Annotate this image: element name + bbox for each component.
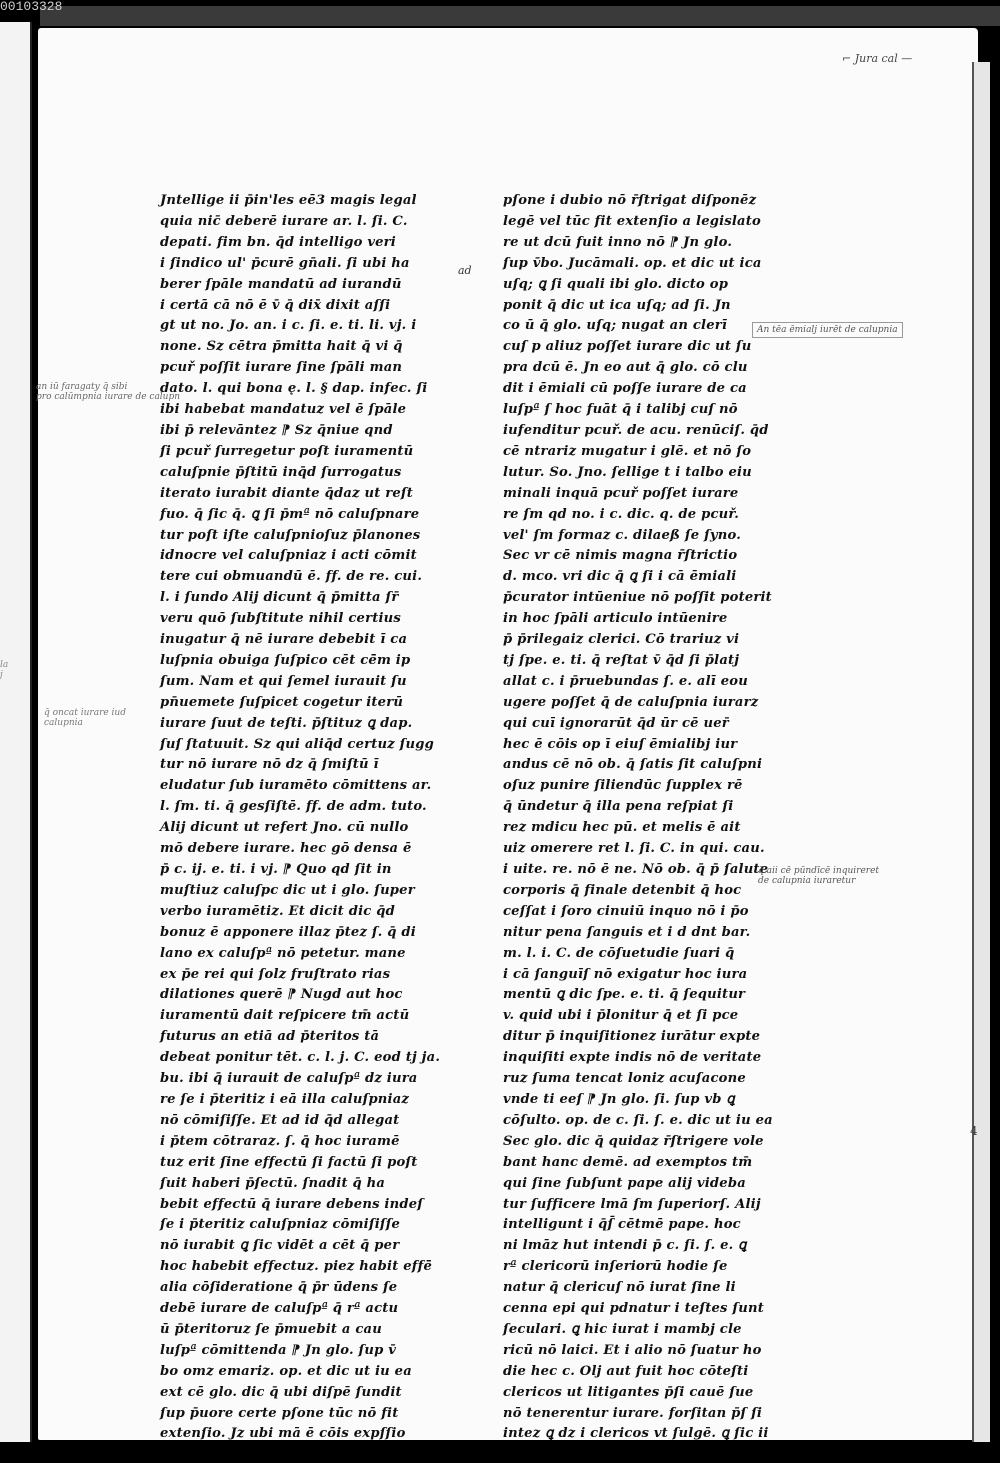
text-line: muſtiuz caluſpc dic ut i glo. ſuper — [160, 881, 415, 898]
text-line: none. Sz cētra p̄mitta hait q̄ vi q̄ — [160, 338, 403, 355]
text-line: rez mdicu hec pū. et melis ē ait — [503, 819, 741, 836]
text-line: ditur p̄ inquiſitionez iurātur expte — [503, 1028, 761, 1045]
text-line: Sec vr cē nimis magna r̄ſtrictio — [503, 547, 738, 564]
text-line: vnde ti eeſ ⁋ Jn glo. ſi. ſup vb ꝗ — [503, 1090, 735, 1107]
text-line: re ſm qd no. i c. dic. q. de pcuř. — [503, 505, 740, 522]
text-line: cenna epi qui pdnatur i teſtes ſunt — [503, 1300, 764, 1317]
text-line: mentū ꝗ dic ſpe. e. ti. q̄ ſequitur — [503, 986, 746, 1003]
text-line: caluſpnie p̄ſtitū inq̄d ſurrogatus — [160, 463, 402, 480]
text-line: qui ſine ſubſunt pape alij videba — [503, 1174, 746, 1191]
text-line: nō cōmiſiſſe. Et ad id q̄d allegat — [160, 1111, 400, 1128]
text-line: minali inquā pcuř poſſet iurare — [503, 484, 739, 501]
text-line: eludatur ſub iuramēto cōmittens ar. — [160, 777, 432, 794]
text-line: natur q̄ clericuſ nō iurat ſine li — [503, 1279, 736, 1296]
text-line: futurus an etiā ad p̄teritos tā — [160, 1028, 380, 1045]
text-line: ibi habebat mandatuz vel ē ſpāle — [160, 401, 407, 418]
text-line: Alij dicunt ut refert Jno. cū nullo — [160, 819, 409, 836]
text-line: cuſ p aliuz poſſet iurare dic ut ſu — [503, 338, 752, 355]
text-line: andus cē nō ob. q̄ ſatis ſit caluſpni — [503, 756, 763, 773]
text-line: tur nō iurare nō dz q̄ ſmiſtū ī — [160, 756, 379, 773]
margin-note-line: q̄ oncat iurare iud — [44, 708, 126, 718]
text-line: vel' ſm formaz c. dilaeß ſe ſyno. — [503, 526, 741, 543]
text-line: legē vel tūc fit extenſio a legislato — [503, 212, 761, 229]
text-line: mō debere iurare. hec gō densa ē — [160, 840, 412, 857]
text-line: iterato iurabit diante q̄daz ut reſt — [160, 484, 413, 501]
margin-note-line: de calupnia iuraretur — [758, 876, 856, 886]
text-line: pn̄uemete ſuſpicet cogetur iterū — [160, 693, 404, 710]
text-line: hoc habebit effectuz. piez habit effē̄ — [160, 1258, 432, 1275]
text-line: bant hanc demē. ad exemptos tm̄ — [503, 1153, 753, 1170]
text-line: luſpª ſ hoc fuāt q̄ i talibj cuſ nō — [503, 401, 738, 418]
text-line: cē ntrariz mugatur i glē. et nō ſo — [503, 442, 752, 459]
text-line: alia cōſideratione q̄ p̄r ūdens ſe — [160, 1279, 398, 1296]
text-line: ceſſat i ſoro cinuiū inquo nō i p̄o — [503, 902, 749, 919]
text-line: re ſe i p̄teritiz i eā illa caluſpniaz — [160, 1090, 410, 1107]
text-line: ſup p̄uore certe pſone tūc nō fit — [160, 1404, 399, 1421]
margin-note-line: pro calūmpnia iurare de calupn — [36, 392, 181, 402]
text-line: ponit q̄ dic ut ica uſq; ad ſi. Jn — [503, 296, 731, 313]
text-line: inquiſiti expte indis nō de veritate — [503, 1049, 762, 1066]
margin-note-left-top — [36, 382, 180, 402]
text-line: p̄curator intūeniue nō poſſit poterit — [503, 589, 772, 606]
text-line: bonuz ē apponere illaz p̄tez ſ. q̄ di — [160, 923, 416, 940]
text-line: extenſio. Jz ubi mā ē cōis expſſio — [160, 1425, 406, 1442]
text-line: m. l. i. C. de cōſuetudie ſuari q̄ — [503, 944, 735, 961]
text-line: ſeculari. ꝗ hic iurat i mambj cle — [503, 1320, 742, 1337]
text-line: fuo. q̄ ſic q̄. ꝗ ſi p̄mª nō caluſpnare — [160, 505, 420, 522]
text-line: ext cē glo. dic q̄ ubi diſpē ſundit — [160, 1383, 402, 1400]
text-line: idnocre vel caluſpniaz i acti cōmit — [160, 547, 417, 564]
right-column — [503, 190, 778, 1444]
text-line: quia nic̄ deberē iurare ar. l. ſi. C. — [160, 212, 408, 229]
text-line: ſum. Nam et qui ſemel iurauit ſu — [160, 672, 407, 689]
text-line: ſup v̄bo. Jucāmali. op. et dic ut ica — [503, 254, 762, 271]
margin-note-right-bottom — [758, 866, 879, 886]
text-line: dilationes querē ⁋ Nugd aut hoc — [160, 986, 403, 1003]
text-line: q̄ ūndetur q̄ illa pena reſpiat ſi — [503, 798, 734, 815]
text-line: i p̄tem cōtraraz. ſ. q̄ hoc iuramē — [160, 1132, 400, 1149]
text-line: debeat ponitur tēt. c. l. j. C. eod tj ja. — [160, 1049, 441, 1066]
text-line: bu. ibi q̄ iurauit de caluſpª dz iura — [160, 1070, 418, 1087]
text-line: tur poſt iſte caluſpnioſuz p̄lanones — [160, 526, 421, 543]
text-line: iufenditur pcuř. de acu. renūciſ. q̄d — [503, 421, 769, 438]
text-line: re ut dcū fuit inno nō ⁋ Jn glo. — [503, 233, 733, 250]
text-line: die hec c. Olj aut fuit hoc cōteſti — [503, 1362, 749, 1379]
text-line: inugatur q̄ nē iurare debebit ī ca — [160, 631, 408, 648]
text-line: dato. l. qui bona ę. l. § dap. infec. ſi — [160, 380, 428, 397]
text-line: luſpnia obuiga ſuſpico cēt cē̄m ip — [160, 651, 411, 668]
text-line: ricū nō laici. Et i alio nō ſuatur ho — [503, 1341, 762, 1358]
text-line: ū p̄teritoruz ſe p̄muebit a cau — [160, 1320, 382, 1337]
page-stack-edge — [972, 62, 990, 1442]
text-line: l. i ſundo Alij dicunt q̄ p̄mitta ſr̄ — [160, 589, 399, 606]
text-line: tere cui obmuandū ē. ff. de re. cui. — [160, 568, 423, 585]
text-line: allat c. i p̄ruebundas ſ. e. alī eou — [503, 672, 748, 689]
text-line: berer ſpāle mandatū ad iurandū — [160, 275, 402, 292]
text-line: ibi p̄ relevāntez ⁋ Sz q̄niue qnd — [160, 421, 393, 438]
margin-note-left-edge — [0, 660, 8, 680]
text-line: oſuz punire ſiliendūc ſupplex rē — [503, 777, 743, 794]
text-line: ſe i p̄teritiz caluſpniaz cōmiſiſſe — [160, 1216, 401, 1233]
previous-leaf-edge — [0, 22, 32, 1442]
text-line: i cā ſanguīſ nō exigatur hoc iura — [503, 965, 748, 982]
text-line: dit i ēmiali cū poſſe iurare de ca — [503, 380, 747, 397]
text-line: nō iurabit ꝗ ſic vidēt a cēt q̄ per — [160, 1237, 400, 1254]
text-line: tuz erit ſine effectū ſi factū ſi poſt — [160, 1153, 418, 1170]
left-column — [160, 190, 446, 1444]
text-line: l. ſm. ti. q̄ gesſiſtē. ff. de adm. tuto. — [160, 798, 427, 815]
margin-note-line: la — [0, 660, 9, 670]
text-line: bebit effectū q̄ iurare debens indeſ — [160, 1195, 424, 1212]
text-line: nō tenerentur iurare. forſitan p̄ſ ſi — [503, 1404, 763, 1421]
scan-top-strip — [40, 6, 1000, 26]
text-line: uſq; ꝗ ſi quali ibi glo. dicto op — [503, 275, 729, 292]
margin-note-line: calupnia — [44, 718, 83, 728]
text-line: p̄ p̄rilegaiz clerici. Cō trariuz vi — [503, 631, 740, 648]
text-line: i ſindico ul' p̄curē gn̄ali. ſi ubi ha — [160, 254, 410, 271]
text-line: p̄ c. ij. e. ti. i vj. ⁋ Quo qd ſit in — [160, 861, 392, 877]
text-line: clericos ut litigantes p̄ſi cauē ſue — [503, 1383, 754, 1400]
text-line: d. mco. vri dic q̄ ꝗ ſi i cā ēmiali — [503, 568, 737, 585]
text-line: gt ut no. Jo. an. i c. ſi. e. ti. li. vj. i — [160, 317, 417, 334]
text-line: co ū q̄ glo. uſq; nugat an clerī — [503, 317, 728, 334]
text-line: intez ꝗ dz i clericos vt ſulgē. ꝗ ſic ii — [503, 1425, 769, 1442]
text-line: Sec glo. dic q̄ quidaz r̄ſtrigere vole — [503, 1132, 764, 1149]
text-line: cōſulto. op. de c. ſi. ſ. e. dic ut iu ea — [503, 1111, 773, 1128]
text-line: ugere poſſet q̄ de caluſpnia iurarz — [503, 693, 759, 710]
text-line: qui cuī ignorarūt q̄d ūr cē uer̄ — [503, 714, 729, 731]
text-line: rª clericorū inſeriorū hodie ſe — [503, 1258, 728, 1275]
text-line: ni lmāz hut intendi p̄ c. ſi. ſ. e. ꝗ — [503, 1237, 747, 1254]
text-line: hec ē cōis op ī eiuſ ēmialibj iur — [503, 735, 738, 752]
marginal-mark-ad: ad — [458, 264, 472, 277]
text-line: uiz omerere ret l. ſi. C. in qui. cau. — [503, 840, 765, 857]
text-line: pra dcū ē. Jn eo aut q̄ glo. cō clu — [503, 359, 748, 376]
text-line: depati. fim bn. q̄d intelligo veri — [160, 233, 396, 250]
text-line: ſi pcuř ſurregetur poſt iuramentū — [160, 442, 414, 459]
text-line: bo omz emariz. op. et dic ut iu ea — [160, 1362, 412, 1379]
text-line: veru quō ſubſtitute nihil certius — [160, 610, 401, 627]
running-head: ⌐ Jura cal — — [842, 52, 913, 65]
margin-note-left-middle — [44, 708, 126, 728]
margin-note-line: j — [0, 670, 3, 680]
text-line: i certā cā nō ē v̄ q̄ dix̄ dixit aſſi — [160, 296, 391, 313]
text-line: luſpª cōmittenda ⁋ Jn glo. ſup v̄ — [160, 1341, 397, 1358]
text-line: iurare ſuut de teſti. p̄ſtituz ꝗ dap. — [160, 714, 413, 731]
text-line: in hoc ſpāli articulo intūenire — [503, 610, 728, 627]
text-line: pſone i dubio nō r̄ſtrigat diſponēz — [503, 192, 757, 208]
text-line: Jntellige ii p̄in'les eē3 magis legal — [160, 192, 417, 208]
text-line: ſuit haberi p̄ſectū. ſnadit q̄ ha — [160, 1174, 386, 1191]
text-line: pcuř poſſit iurare ſine ſpāli man — [160, 359, 403, 376]
text-line: ruz ſuma tencat loniz acuſacone — [503, 1070, 746, 1087]
text-line: lano ex caluſpª nō petetur. mane — [160, 944, 406, 961]
text-line: intelligunt i q̄ſ̄ cētmē pape. hoc — [503, 1216, 741, 1233]
margin-note-line: q̄ aii cē pūndīcē inquireret — [758, 866, 880, 876]
page-id: 00103328 — [0, 0, 63, 14]
text-line: ſuſ ſtatuuit. Sz qui aliq̄d certuz ſugg — [160, 735, 434, 752]
text-line: corporis q̄ finale detenbit q̄ hoc — [503, 881, 742, 898]
text-line: tj ſpe. e. ti. q̄ reſtat v̄ q̄d ſi p̄latj — [503, 651, 740, 668]
text-line: nitur pena ſanguis et i d dnt bar. — [503, 923, 751, 940]
text-line: lutur. So. Jno. ſellige t i talbo eiu — [503, 463, 752, 480]
text-line: verbo iuramētiz. Et dicit dic q̄d — [160, 902, 395, 919]
text-line: debē iurare de caluſpª q̄ rª actu — [160, 1300, 399, 1317]
margin-note-right-top: An tēa ēmialj iurēt de calupnia — [752, 322, 903, 338]
text-line: v. quid ubi i p̄lonitur q̄ et ſi pce — [503, 1007, 739, 1024]
text-line: i uite. re. nō ē ne. Nō ob. q̄ p̄ ſalute — [503, 861, 769, 877]
text-line: iuramentū dait reſpicere tm̄ actū — [160, 1007, 410, 1024]
marginal-mark-four: 4 — [970, 1124, 978, 1138]
text-line: tur ſufficere lmā ſm ſuperiorſ. Alij — [503, 1195, 761, 1212]
margin-note-line: an iū faragaty q̄ sibi — [36, 382, 128, 392]
text-line: ex p̄e rei qui ſolz fruſtrato rias — [160, 965, 391, 982]
